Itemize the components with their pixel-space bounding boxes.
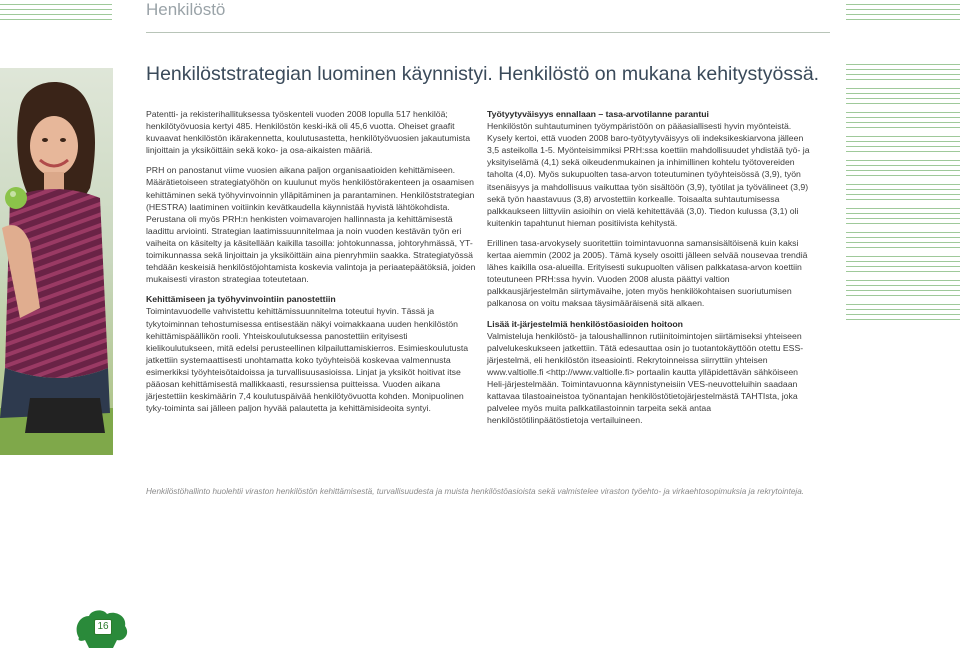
page-headline: Henkilöststrategian luominen käynnistyi. Henkilöstö on mukana kehitystyössä.	[146, 63, 820, 85]
header-divider	[146, 32, 830, 33]
woman-holding-green-apple-photo	[0, 68, 113, 455]
decorative-rules-top-left	[0, 4, 112, 24]
section-label: Henkilöstö	[146, 0, 226, 19]
subheading: Työtyytyväisyys ennallaan – tasa-arvotilanne parantui	[487, 109, 709, 119]
decorative-rules-top-right	[846, 4, 960, 24]
paragraph: Valmisteluja henkilöstö- ja taloushallinnon rutiinitoimintojen siirtämiseksi yhteiseen palvelukeskukseen jatkettiin. Tätä edesauttaa osin jo tuotantokäyttöön otettu ESS-järjestelmä, eli henkilöstön itseasiointi. Rekrytoinneissa siirryttiin yhteisen www.valtiolle.fi <http://www.valtiolle.fi> portaalin kautta ylläpidettävän sähköiseen Heli-järjestelmään. Toimintavuonna käynnistyneisiin VES-neuvotteluihin saadaan kattavaa tilastoaineistoa työnantajan henkilöstötietojärjestelmästä TAHTIsta, joka palvelee myös muita palkkatilastoinnin tarpeita sekä antaa henkilöstötilinpäätöstietoja vertailuineen.	[487, 330, 804, 426]
paragraph: Patentti- ja rekisterihallituksessa työskenteli vuoden 2008 lopulla 517 henkilöä; henkilötyövuosia kertyi 485. Henkilöstön keski-ikä oli 45,6 vuotta. Oheiset graafit kuvaavat henkilöstön ikärakennetta, koulutusastetta, henkilötyövuosien jakautumista linjoittain ja yksiköittäin sekä koko- ja osa-aikaisten määriä.	[146, 109, 471, 156]
subheading: Lisää it-järjestelmiä henkilöstöasioiden hoitoon	[487, 318, 683, 329]
footer-note: Henkilöstöhallinto huolehtii viraston henkilöstön kehittämisestä, turvallisuudesta ja muista henkilöstöasioista sekä valmistelee viraston työehto- ja virkaehtosopimuksia ja rekrytointeja.	[146, 487, 805, 496]
paragraph: Erillinen tasa-arvokysely suoritettiin toimintavuonna samansisältöisenä kuin kaksi kertaa aiemmin (2002 ja 2005). Tämä kysely osoitti jälleen selvää nousevaa trendiä lähes kaikilla osa-alueilla. Erityisesti sukupuolten välisen palkkatasa-arvon koettiin toteutuneen PRH:ssa hyvin. Vuoden 2008 alusta päättyi valtion palkkausjärjestelmän siirtymävaihe, joten myös henkilökohtaisen suoriutumisen palkanosa on voitu maksaa täysimääräisenä sitä alkaen.	[487, 237, 808, 309]
paragraph: PRH on panostanut viime vuosien aikana paljon organisaatioiden kehittämiseen. Määrätietoiseen strategiatyöhön on kuulunut myös henkilöstörakenteen ja osaamisen kehittäminen sekä työhyvinvoinnin ylläpitäminen ja parantaminen. Henkilöststrategian (HESTRA) laatiminen voitiinkin kevätkaudella käynnistää hyvistä lähtökohdista. Perustana oli myös PRH:n henkisten voimavarojen hallinnasta ja kehittämisestä laadittu arviointi. Strategian laatimissuunnitelmaa ja noin vuoden kestävän työn eri vaiheita on käsitelty ja käsitellään kaikilla tasoilla: johtokunnassa, johtoryhmässä, YT-toimikunnassa sekä linjoittain ja yksiköittäin aina pienryhmiin saakka. Strategiatyössä tehdään keskeisiä henkilöstöjohtamista koskevia valintoja ja periaatepäätöksiä, joiden mukaisesti viraston strategiaa toteutetaan.	[146, 165, 476, 285]
decorative-rules-right-margin	[846, 64, 960, 328]
subheading: Kehittämiseen ja työhyvinvointiin panostettiin	[146, 294, 336, 305]
right-text-column	[487, 108, 811, 434]
paragraph: Toimintavuodelle vahvistettu kehittämissuunnitelma toteutui hyvin. Tässä ja tykytoiminnan tehostumisessa entisestään näkyi voimakkaana uuden henkilöstön kehittämispäällikön rooli. Yhteiskoulutuksessa panostettiin erityisesti kielikoulutukseen, mitä edelsi perusteellinen kilpailuttamiskierros. Esimieskoulutusta jatkettiin systemaattisesti unohtamatta koko työyhteisöä koskevaa valmennusta esimerkiksi työyhteisötaidoissa ja turvallisuusasioissa. Linjat ja yksiköt hoitivat itse pääosan kehittämisestä mallikkaasti, resurssiensa puitteissa. Vuoden aikana järjestettiin keskimäärin 7,4 koulutuspäivää henkilötyövuotta kohden. Monipuolinen tyky-toiminta sai jälleen paljon hyvää palautetta ja kehittämisideoita syntyi.	[146, 306, 469, 414]
paragraph: Henkilöstön suhtautuminen työympäristöön on pääasiallisesti hyvin myönteistä. Kysely kertoi, että vuoden 2008 baro-työtyytyväisyys oli indeksikeskiarvona jälleen 3,5 asteikolla 1-5. Myönteisimmiksi PRH:ssa koettiin mahdollisuudet yhdistää työ- ja yksityiselämä (4,1) sekä oikeudenmukainen ja inhimillinen kohtelu työtovereiden taholta (4,0). Myös sukupuolten tasa-arvon toteutuminen työyhteisössä (3,9), työn itsenäisyys ja mahdollisuus vaikuttaa työn sisältöön (3,9), työtilat ja työvälineet (3,9) sekä työn haastavuus (3,8) arvostettiin korkealle. Toisaalta suhtautumisessa palkkaukseen liittyviin asioihin on vielä kehitettävää (3,0). Tiedon kulussa (3,1) oli kuitenkin tapahtunut hieman positiivista kehitystä.	[487, 121, 810, 228]
page-number: 16	[94, 619, 112, 635]
left-text-column	[146, 108, 476, 422]
